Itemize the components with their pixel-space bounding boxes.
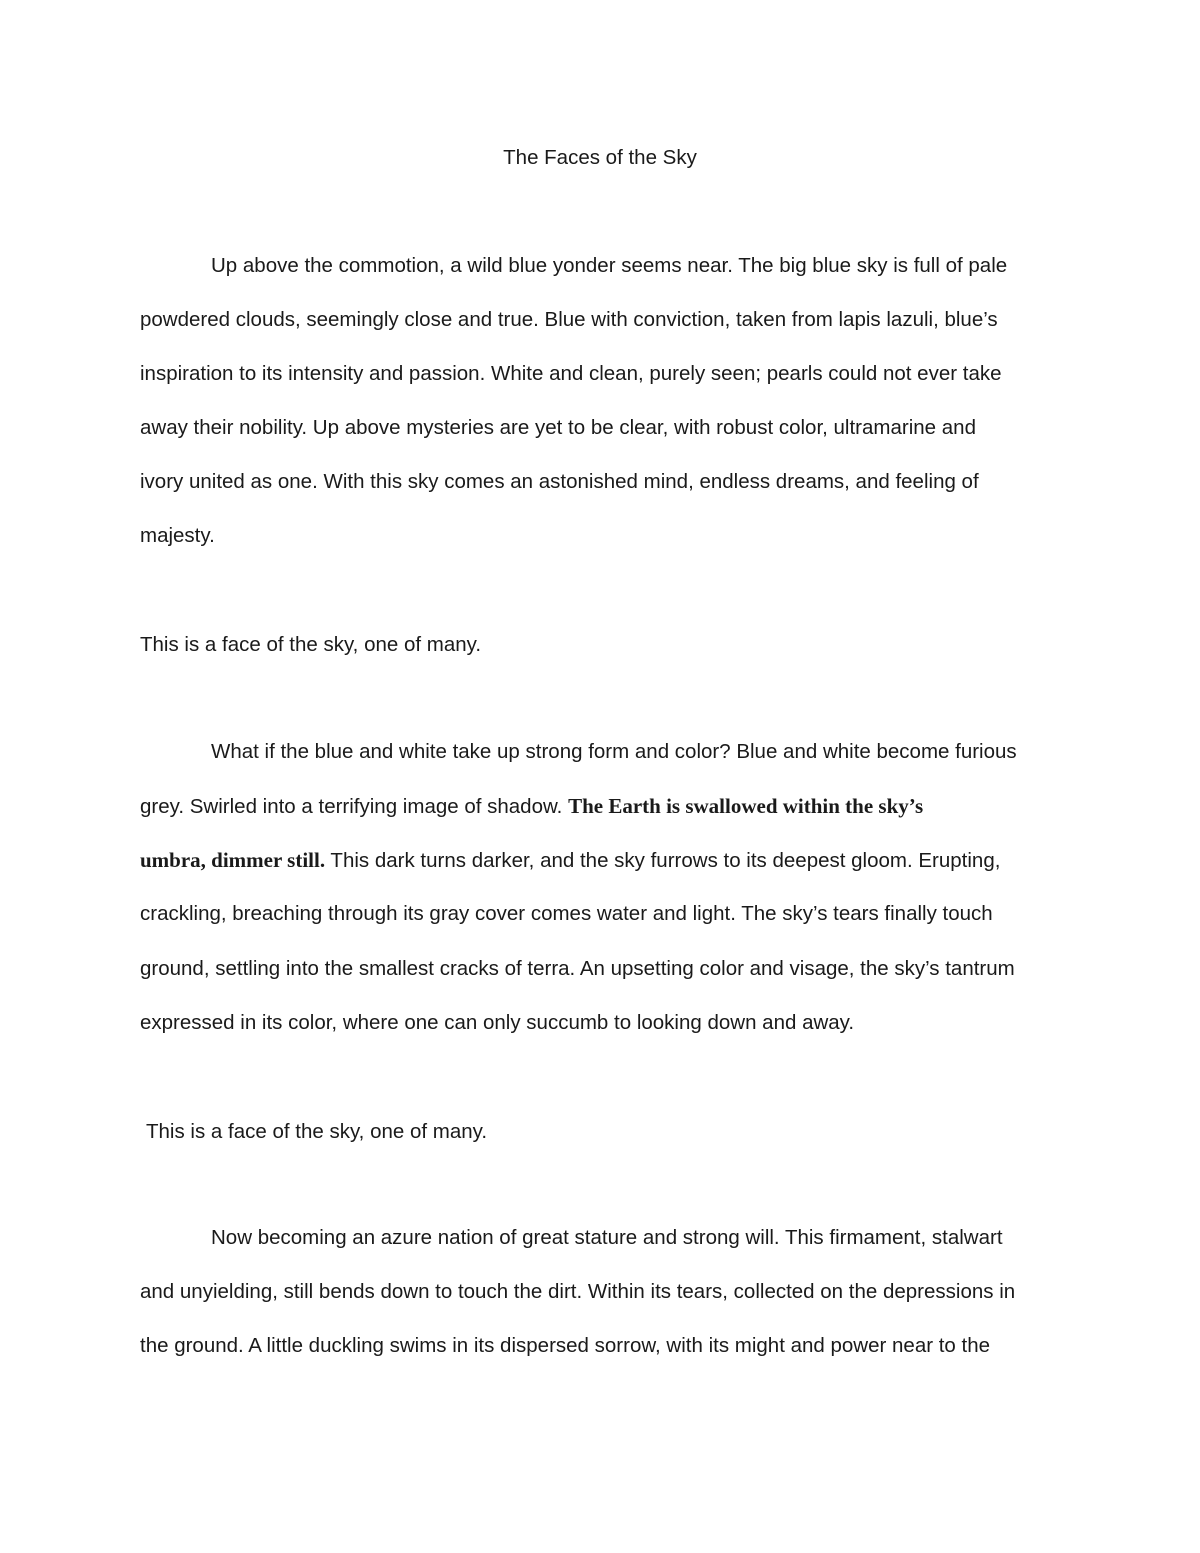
paragraph-line: majesty. — [140, 524, 215, 547]
refrain-1: This is a face of the sky, one of many. — [140, 633, 482, 656]
paragraph-line: Now becoming an azure nation of great stature and strong will. This firmament, stalwart — [211, 1226, 1003, 1249]
plain-text: grey. Swirled into a terrifying image of shadow. — [140, 795, 569, 818]
paragraph-line — [140, 792, 923, 821]
plain-text: This dark turns darker, and the sky furrows to its deepest gloom. Erupting, — [325, 849, 1001, 872]
paragraph-line: and unyielding, still bends down to touch the dirt. Within its tears, collected on the depressions in — [140, 1280, 1016, 1303]
document-title: The Faces of the Sky — [503, 146, 697, 169]
bold-text: The Earth is swallowed within the sky’s — [568, 794, 924, 818]
paragraph-line: crackling, breaching through its gray cover comes water and light. The sky’s tears finally touch — [140, 902, 993, 925]
paragraph-line: powdered clouds, seemingly close and true. Blue with conviction, taken from lapis lazuli, blue’s — [140, 308, 998, 331]
paragraph-line: ground, settling into the smallest cracks of terra. An upsetting color and visage, the sky’s tantrum — [140, 957, 1015, 980]
refrain-2: This is a face of the sky, one of many. — [146, 1120, 488, 1143]
paragraph-line: away their nobility. Up above mysteries are yet to be clear, with robust color, ultramarine and — [140, 416, 976, 439]
paragraph-line: expressed in its color, where one can only succumb to looking down and away. — [140, 1011, 855, 1034]
paragraph-line: Up above the commotion, a wild blue yonder seems near. The big blue sky is full of pale — [211, 254, 1008, 277]
paragraph-line: What if the blue and white take up strong form and color? Blue and white become furious — [211, 740, 1017, 763]
paragraph-line: inspiration to its intensity and passion. White and clean, purely seen; pearls could not ever take — [140, 362, 1002, 385]
paragraph-line: ivory united as one. With this sky comes an astonished mind, endless dreams, and feeling of — [140, 470, 979, 493]
paragraph-line — [140, 846, 1000, 875]
paragraph-line: the ground. A little duckling swims in its dispersed sorrow, with its might and power near to the — [140, 1334, 991, 1357]
bold-text: umbra, dimmer still. — [140, 848, 326, 872]
